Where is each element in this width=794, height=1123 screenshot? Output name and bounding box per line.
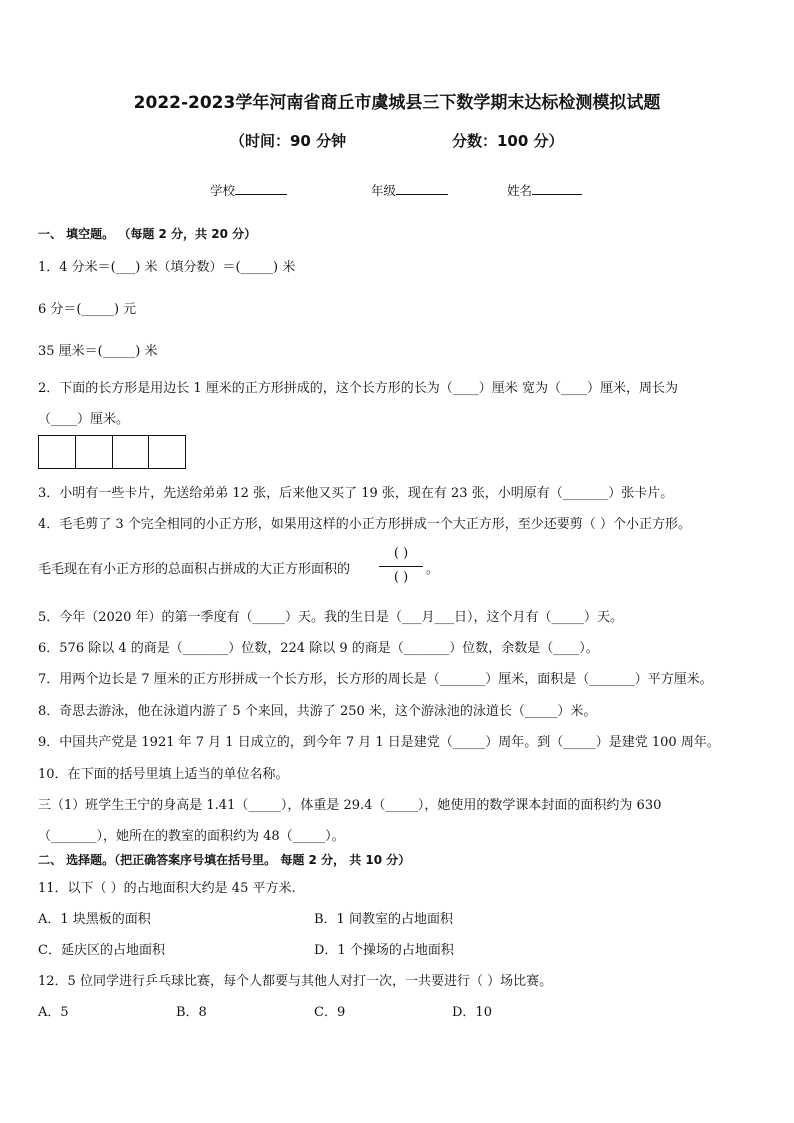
- option-11-c: C．延庆区的占地面积: [38, 943, 165, 958]
- question-2-line-2: （____）厘米。: [38, 412, 130, 427]
- fraction-bar: [379, 566, 423, 567]
- question-4-line-1: 4．毛毛剪了 3 个完全相同的小正方形，如果用这样的小正方形拼成一个大正方形，至少还要剪（ ）个小正方形。: [38, 517, 691, 532]
- school-label: 学校: [210, 183, 236, 198]
- unit-square: [149, 436, 185, 468]
- question-1-line-2: 6 分＝(_____) 元: [38, 302, 137, 317]
- option-12-b: B．8: [176, 1005, 207, 1020]
- unit-square: [113, 436, 150, 468]
- question-8: 8．奇思去游泳，他在泳道内游了 5 个来回，共游了 250 米，这个游泳池的泳道长（_____）米。: [38, 704, 597, 719]
- grade-label: 年级: [371, 183, 397, 198]
- name-field[interactable]: [507, 181, 582, 199]
- school-field[interactable]: [210, 181, 287, 199]
- question-4-line-2: 毛毛现在有小正方形的总面积占拼成的大正方形面积的: [38, 562, 351, 577]
- exam-score: 分数：100 分）: [452, 132, 564, 150]
- question-10-line-3: （_______），她所在的教室的面积约为 48（_____）。: [38, 829, 345, 844]
- option-12-d: D．10: [452, 1005, 492, 1020]
- question-3: 3．小明有一些卡片，先送给弟弟 12 张，后来他又买了 19 张，现在有 23 张，小明原有（_______）张卡片。: [38, 486, 674, 501]
- fraction-numerator: ( ): [393, 546, 409, 561]
- name-label: 姓名: [507, 183, 533, 198]
- question-1-line-1: 1．4 分米＝(___) 米（填分数）＝(_____) 米: [38, 260, 296, 275]
- page-title: 2022-2023学年河南省商丘市虞城县三下数学期末达标检测模拟试题: [133, 93, 661, 113]
- fraction-answer: [377, 546, 425, 588]
- question-7: 7．用两个边长是 7 厘米的正方形拼成一个长方形，长方形的周长是（_______）厘米，面积是（_______）平方厘米。: [38, 672, 713, 687]
- fraction-denominator: ( ): [393, 570, 409, 585]
- option-11-b: B．1 间教室的占地面积: [314, 912, 453, 927]
- question-10: 10．在下面的括号里填上适当的单位名称。: [38, 767, 289, 782]
- option-11-d: D．1 个操场的占地面积: [314, 943, 454, 958]
- unit-square: [76, 436, 113, 468]
- unit-square: [39, 436, 76, 468]
- question-6: 6．576 除以 4 的商是（_______）位数，224 除以 9 的商是（_______）位数，余数是（____）。: [38, 641, 599, 656]
- question-2-line-1: 2．下面的长方形是用边长 1 厘米的正方形拼成的，这个长方形的长为（____）厘米 宽为（____）厘米，周长为: [38, 381, 678, 396]
- grade-field[interactable]: [371, 181, 448, 199]
- section-multiple-choice-heading: 二、 选择题。（把正确答案序号填在括号里。 每题 2 分， 共 10 分）: [38, 853, 411, 867]
- rectangle-of-squares-figure: [38, 435, 186, 469]
- question-1-line-3: 35 厘米＝(_____) 米: [38, 344, 158, 359]
- option-11-a: A．1 块黑板的面积: [38, 912, 151, 927]
- option-12-a: A．5: [38, 1005, 69, 1020]
- question-12: 12．5 位同学进行乒乓球比赛，每个人都要与其他人对打一次，一共要进行（ ）场比赛。: [38, 974, 553, 989]
- option-12-c: C．9: [314, 1005, 346, 1020]
- question-4-end: 。: [426, 562, 440, 577]
- section-fill-blank-heading: 一、 填空题。 （每题 2 分，共 20 分）: [38, 227, 257, 241]
- question-9: 9．中国共产党是 1921 年 7 月 1 日成立的，到今年 7 月 1 日是建党（_____）周年。到（_____）是建党 100 周年。: [38, 735, 720, 750]
- exam-time: （时间：90 分钟: [230, 132, 347, 150]
- question-11: 11．以下（ ）的占地面积大约是 45 平方米.: [38, 881, 296, 896]
- question-10-line-2: 三（1）班学生王宁的身高是 1.41（_____），体重是 29.4（_____），她使用的数学课本封面的面积约为 630: [38, 798, 662, 813]
- question-5: 5．今年（2020 年）的第一季度有（_____）天。我的生日是（___月___日），这个月有（_____）天。: [38, 610, 623, 625]
